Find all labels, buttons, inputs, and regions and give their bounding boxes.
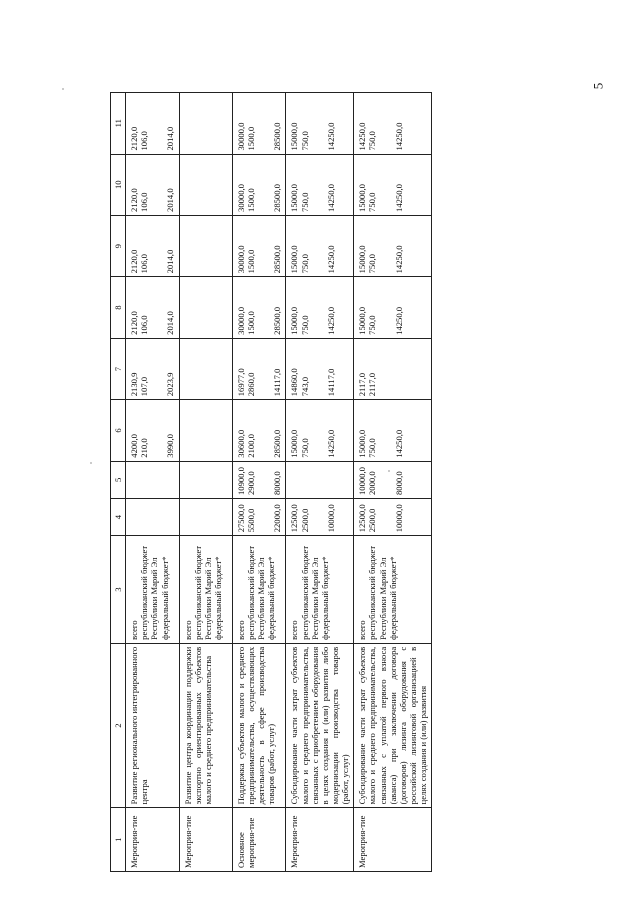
amount: 2120,0: [129, 311, 140, 335]
amount: [193, 403, 203, 457]
value-cell: [286, 461, 354, 498]
amount: [165, 502, 175, 532]
value-cell: [232, 277, 285, 338]
amount: 106,0: [139, 192, 150, 212]
amount: [193, 219, 203, 273]
amount: [183, 342, 193, 396]
amount: 15000,0: [357, 306, 368, 335]
header-row: [111, 93, 126, 872]
amount: [129, 465, 139, 495]
value-cell: [232, 461, 285, 498]
amount: 1500,0: [246, 311, 257, 335]
amount: 750,0: [299, 438, 310, 458]
value-cell: [232, 154, 285, 215]
table-body: [126, 93, 432, 872]
row-type-cell: Мероприя-тие: [179, 808, 232, 872]
amount: 16977,0: [235, 368, 246, 397]
value-cell: [286, 93, 354, 155]
amount: [183, 502, 193, 532]
amount: 14250,0: [325, 184, 336, 212]
funding-source: республиканский бюджет Республики Марий Эл: [192, 545, 213, 640]
amount: 28500,0: [272, 429, 283, 458]
value-cell: [286, 338, 354, 399]
table-row: [354, 93, 432, 872]
row-name-cell: Субсидирование части затрат субъектов малого и среднего предпринимательства, связанных с уплатой первого взноса (аванса) при заключении договора (договоров) лизинга оборудования с российской лизинговой организацией в целях создания и (или) развития: [354, 643, 432, 808]
amount: 106,0: [139, 131, 150, 151]
amount: 1500,0: [246, 188, 257, 212]
amount: 750,0: [367, 131, 378, 151]
amount: [219, 158, 229, 212]
amount: 2117,0: [367, 372, 378, 397]
amount: 14250,0: [393, 245, 404, 274]
rotated-table-area: [110, 92, 530, 872]
col-header: 8: [111, 277, 126, 338]
value-cell: [126, 154, 179, 215]
amount: [219, 403, 229, 457]
col-header: 10: [111, 154, 126, 215]
value-cell: [286, 277, 354, 338]
table-row: [126, 93, 179, 872]
amount: 14117,0: [325, 368, 336, 397]
value-cell: [179, 338, 232, 399]
row-type-cell: Мероприя-тие: [126, 808, 179, 872]
amount: 8000,0: [393, 471, 404, 495]
amount: 15000,0: [357, 184, 368, 212]
value-cell: [354, 461, 432, 498]
amount: 2120,0: [129, 126, 140, 151]
value-cell: [126, 93, 179, 155]
amount: 10000,0: [393, 504, 404, 533]
funding-source: всего: [289, 620, 300, 640]
amount: 8000,0: [272, 471, 283, 495]
amount: 5500,0: [246, 508, 257, 533]
value-cell: [179, 154, 232, 215]
table-row: [179, 93, 232, 872]
funding-source: республиканский бюджет Республики Марий Эл: [246, 545, 267, 640]
table-row: [232, 93, 285, 872]
value-cell: [179, 93, 232, 155]
amount: 14250,0: [357, 122, 368, 151]
col-header: 5: [111, 461, 126, 498]
value-cell: [232, 93, 285, 155]
row-name-cell: Развитие центра координации поддержки экспортно ориентированных субъектов малого и среднего предпринимательства: [179, 643, 232, 808]
funding-source: федеральный бюджет*: [319, 556, 330, 640]
amount: 2117,0: [357, 372, 368, 397]
amount: [183, 465, 193, 495]
amount: 4200,0: [129, 434, 140, 458]
amount: [193, 465, 203, 495]
col-header: 2: [111, 643, 126, 808]
amount: 750,0: [299, 315, 310, 335]
value-cell: [354, 400, 432, 461]
funding-source-cell: [354, 536, 432, 644]
col-header: 9: [111, 215, 126, 276]
amount: 14250,0: [325, 122, 336, 151]
amount: 14250,0: [393, 122, 404, 151]
funding-source: федеральный бюджет*: [266, 556, 277, 640]
amount: 2120,0: [129, 188, 140, 212]
amount: 2860,0: [246, 372, 257, 397]
amount: 15000,0: [357, 429, 368, 458]
amount: 107,0: [139, 376, 150, 397]
value-cell: [354, 499, 432, 536]
amount: [139, 502, 149, 532]
value-cell: [354, 277, 432, 338]
amount: 2014,0: [165, 188, 176, 212]
amount: [193, 342, 203, 396]
value-cell: [179, 215, 232, 276]
row-name-cell: Развитие регионального интегрированного центра: [126, 643, 179, 808]
value-cell: [286, 215, 354, 276]
amount: 10000,0: [357, 467, 368, 495]
funding-source-cell: [232, 536, 285, 644]
funding-source: республиканский бюджет Республики Марий Эл: [139, 545, 160, 640]
amount: [326, 465, 336, 495]
amount: [129, 502, 139, 532]
amount: 10900,0: [235, 467, 246, 495]
amount: 15000,0: [289, 122, 300, 151]
amount: 1500,0: [246, 249, 257, 274]
value-cell: [179, 499, 232, 536]
amount: [139, 465, 149, 495]
col-header: 7: [111, 338, 126, 399]
row-name-cell: Поддержка субъектов малого и среднего предпринимательства, осуществляющих деятельность в сфере производства товаров (работ, услуг): [232, 643, 285, 808]
amount: 750,0: [367, 254, 378, 274]
amount: [219, 465, 229, 495]
amount: 2500,0: [367, 508, 378, 533]
amount: 210,0: [139, 438, 150, 458]
amount: [219, 219, 229, 273]
col-header: 6: [111, 400, 126, 461]
value-cell: [126, 461, 179, 498]
amount: 3990,0: [165, 434, 176, 458]
amount: 2500,0: [299, 508, 310, 533]
amount: [193, 96, 203, 151]
amount: [193, 280, 203, 334]
amount: 2120,0: [129, 249, 140, 274]
amount: 750,0: [367, 192, 378, 212]
amount: 14250,0: [325, 306, 336, 335]
amount: 30000,0: [235, 184, 246, 212]
funding-source: всего: [182, 620, 193, 640]
value-cell: [179, 277, 232, 338]
amount: 30000,0: [235, 245, 246, 274]
col-header: 1: [111, 808, 126, 872]
amount: [219, 342, 229, 396]
value-cell: [126, 338, 179, 399]
amount: 14250,0: [393, 429, 404, 458]
value-cell: [179, 400, 232, 461]
amount: [394, 342, 404, 396]
amount: 28500,0: [272, 184, 283, 212]
amount: 15000,0: [289, 306, 300, 335]
value-cell: [354, 93, 432, 155]
funding-source: республиканский бюджет Республики Марий Эл: [367, 545, 388, 640]
amount: 28500,0: [272, 122, 283, 151]
amount: [183, 280, 193, 334]
funding-source: федеральный бюджет*: [212, 556, 223, 640]
amount: [183, 96, 193, 151]
amount: 750,0: [367, 438, 378, 458]
amount: 27500,0: [235, 504, 246, 533]
amount: 15000,0: [289, 245, 300, 274]
value-cell: [286, 400, 354, 461]
amount: [300, 465, 310, 495]
value-cell: [232, 338, 285, 399]
value-cell: [354, 215, 432, 276]
funding-source-cell: [286, 536, 354, 644]
amount: 2023,9: [165, 372, 176, 397]
scan-speck: [62, 88, 64, 90]
amount: 14117,0: [272, 368, 283, 397]
funding-source: федеральный бюджет*: [387, 556, 398, 640]
value-cell: [126, 400, 179, 461]
amount: 750,0: [299, 254, 310, 274]
amount: 14250,0: [325, 429, 336, 458]
amount: 15000,0: [357, 245, 368, 274]
amount: 2130,9: [129, 372, 140, 397]
value-cell: [126, 277, 179, 338]
budget-table: [110, 92, 432, 872]
value-cell: [232, 215, 285, 276]
amount: [219, 96, 229, 151]
amount: [289, 465, 299, 495]
amount: 28500,0: [272, 306, 283, 335]
scan-speck: [90, 462, 92, 464]
amount: 15000,0: [289, 429, 300, 458]
col-header: 3: [111, 536, 126, 644]
amount: 10000,0: [325, 504, 336, 533]
value-cell: [286, 499, 354, 536]
scan-speck: [388, 470, 390, 472]
funding-source: всего: [357, 620, 368, 640]
amount: [193, 502, 203, 532]
amount: 2014,0: [165, 249, 176, 274]
amount: 14250,0: [325, 245, 336, 274]
amount: 30600,0: [235, 429, 246, 458]
amount: 2014,0: [165, 311, 176, 335]
amount: [193, 158, 203, 212]
amount: [183, 219, 193, 273]
amount: 2100,0: [246, 434, 257, 458]
landscape-sheet: [110, 92, 530, 872]
row-type-cell: Мероприя-тие: [354, 808, 432, 872]
funding-source: всего: [129, 620, 140, 640]
amount: 12500,0: [357, 504, 368, 533]
page-number: 5: [590, 82, 606, 90]
value-cell: [126, 499, 179, 536]
amount: 22000,0: [272, 504, 283, 533]
amount: 15000,0: [289, 184, 300, 212]
value-cell: [232, 400, 285, 461]
value-cell: [179, 461, 232, 498]
value-cell: [354, 154, 432, 215]
amount: 30000,0: [235, 306, 246, 335]
amount: [219, 280, 229, 334]
value-cell: [232, 499, 285, 536]
amount: 750,0: [299, 131, 310, 151]
amount: 750,0: [367, 315, 378, 335]
funding-source: федеральный бюджет*: [159, 556, 170, 640]
funding-source-cell: [179, 536, 232, 644]
amount: [183, 158, 193, 212]
funding-source-cell: [126, 536, 179, 644]
amount: 2000,0: [367, 471, 378, 495]
row-type-cell: Основное мероприя-тие: [232, 808, 285, 872]
col-header: 4: [111, 499, 126, 536]
value-cell: [286, 154, 354, 215]
amount: 743,0: [299, 376, 310, 397]
amount: 106,0: [139, 254, 150, 274]
amount: 14860,0: [289, 368, 300, 397]
amount: 1500,0: [246, 126, 257, 151]
amount: 14250,0: [393, 306, 404, 335]
amount: 14250,0: [393, 184, 404, 212]
table-row: [286, 93, 354, 872]
amount: [165, 465, 175, 495]
amount: 28500,0: [272, 245, 283, 274]
amount: 106,0: [139, 315, 150, 335]
amount: 750,0: [299, 192, 310, 212]
value-cell: [354, 338, 432, 399]
amount: 2900,0: [246, 471, 257, 495]
col-header: 11: [111, 93, 126, 155]
amount: 2014,0: [165, 126, 176, 151]
value-cell: [126, 215, 179, 276]
row-name-cell: Субсидирование части затрат субъектов малого и среднего предпринимательства, связанных с приобретением оборудования в целях создания и (или) развития либо модернизации производства товаров (работ, услуг): [286, 643, 354, 808]
row-type-cell: Мероприя-тие: [286, 808, 354, 872]
amount: [219, 502, 229, 532]
amount: 30000,0: [235, 122, 246, 151]
amount: [183, 403, 193, 457]
amount: 12500,0: [289, 504, 300, 533]
funding-source: республиканский бюджет Республики Марий Эл: [299, 545, 320, 640]
funding-source: всего: [235, 620, 246, 640]
